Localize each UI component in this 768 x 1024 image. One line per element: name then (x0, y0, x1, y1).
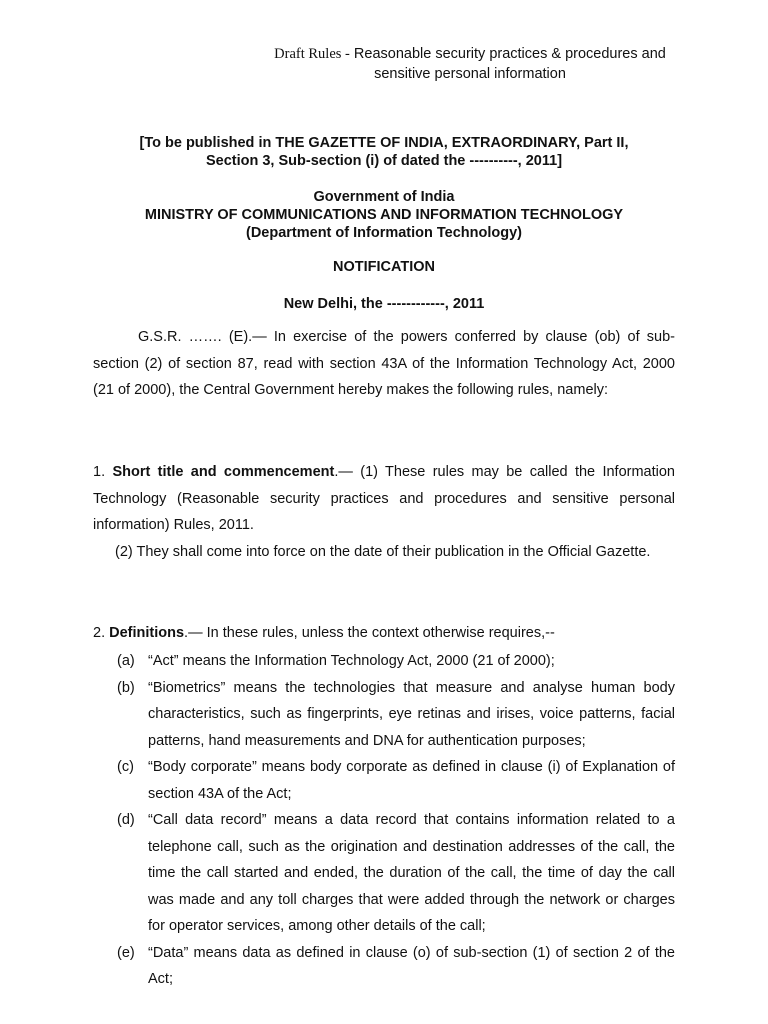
preamble-text: G.S.R. ……. (E).— In exercise of the powers conferred by clause (ob) of sub-section (2) of section 87, read with section 43A of the Information Technology Act, 2000 (21 of 2000), the Central Government hereby makes the following rules, namely: (93, 329, 675, 398)
section-1-text: (1) These rules may be called the Information Technology (Reasonable security practices and procedures and sensitive personal information) Rules, 2011. (93, 464, 675, 533)
header-lead: Draft Rules - (274, 46, 350, 62)
government-block (0, 188, 768, 242)
definitions-list (93, 648, 675, 993)
definition-text: “Body corporate” means body corporate as defined in clause (i) of Explanation of section 43A of the Act; (148, 759, 675, 802)
definition-marker: (e) (117, 944, 135, 961)
section-2-heading: Definitions (109, 625, 185, 641)
ministry-line: MINISTRY OF COMMUNICATIONS AND INFORMATION TECHNOLOGY (144, 207, 624, 223)
definition-item-c (93, 754, 675, 807)
department-line: (Department of Information Technology) (245, 225, 523, 241)
definition-item-e (93, 940, 675, 993)
definition-marker: (d) (117, 812, 135, 828)
publish-note-line-2: Section 3, Sub-section (i) of dated the ----------, 2011] (205, 153, 563, 169)
section-2-text: In these rules, unless the context otherwise requires,-- (206, 625, 555, 641)
definition-marker: (c) (117, 759, 134, 775)
publish-note-line-1: [To be published in THE GAZETTE OF INDIA, EXTRAORDINARY, Part II, (139, 135, 629, 151)
header-line1-rest: Reasonable security practices & procedures and (353, 46, 666, 62)
draft-rules-header (240, 44, 700, 84)
header-line-1 (240, 44, 700, 64)
preamble-paragraph (93, 324, 675, 404)
section-1 (93, 459, 675, 565)
definition-item-d (93, 807, 675, 940)
government-line-1: Government of India (313, 189, 455, 205)
definition-text: “Biometrics” means the technologies that measure and analyse human body characteristics, such as fingerprints, eye retinas and irises, voice patterns, facial patterns, hand measurements and DNA for authentication purposes; (148, 679, 675, 749)
section-2-number: 2. (93, 625, 106, 641)
section-1-number: 1. (93, 464, 106, 480)
section-1-sub-2: (2) They shall come into force on the date of their publication in the Official Gazette. (115, 543, 651, 560)
header-line-2: sensitive personal information (374, 66, 566, 82)
definition-item-b (93, 675, 675, 755)
definition-text: “Act” means the Information Technology Act, 2000 (21 of 2000); (148, 653, 555, 669)
definition-marker: (a) (117, 653, 135, 669)
definition-text: “Call data record” means a data record that contains information related to a telephone call, such as the origination and destination addresses of the call, the time the call started and ended, the duration of the call, the time of day the call was made and any toll charges that were added through the network or charges for operator services, among other details of the call; (148, 812, 675, 934)
section-2-heading-line (93, 620, 675, 647)
dateline: New Delhi, the ------------, 2011 (283, 296, 485, 312)
section-2-dash: .— (184, 625, 203, 641)
notification-title: NOTIFICATION (332, 259, 436, 275)
publish-note (0, 134, 768, 170)
definition-item-a (93, 648, 675, 675)
definition-text: “Data” means data as defined in clause (o) of sub-section (1) of section 2 of the Act; (148, 944, 675, 987)
section-1-dash: .— (334, 464, 353, 480)
definition-marker: (b) (117, 679, 135, 696)
section-1-heading: Short title and commencement (112, 464, 335, 480)
section-1-para (93, 459, 675, 539)
